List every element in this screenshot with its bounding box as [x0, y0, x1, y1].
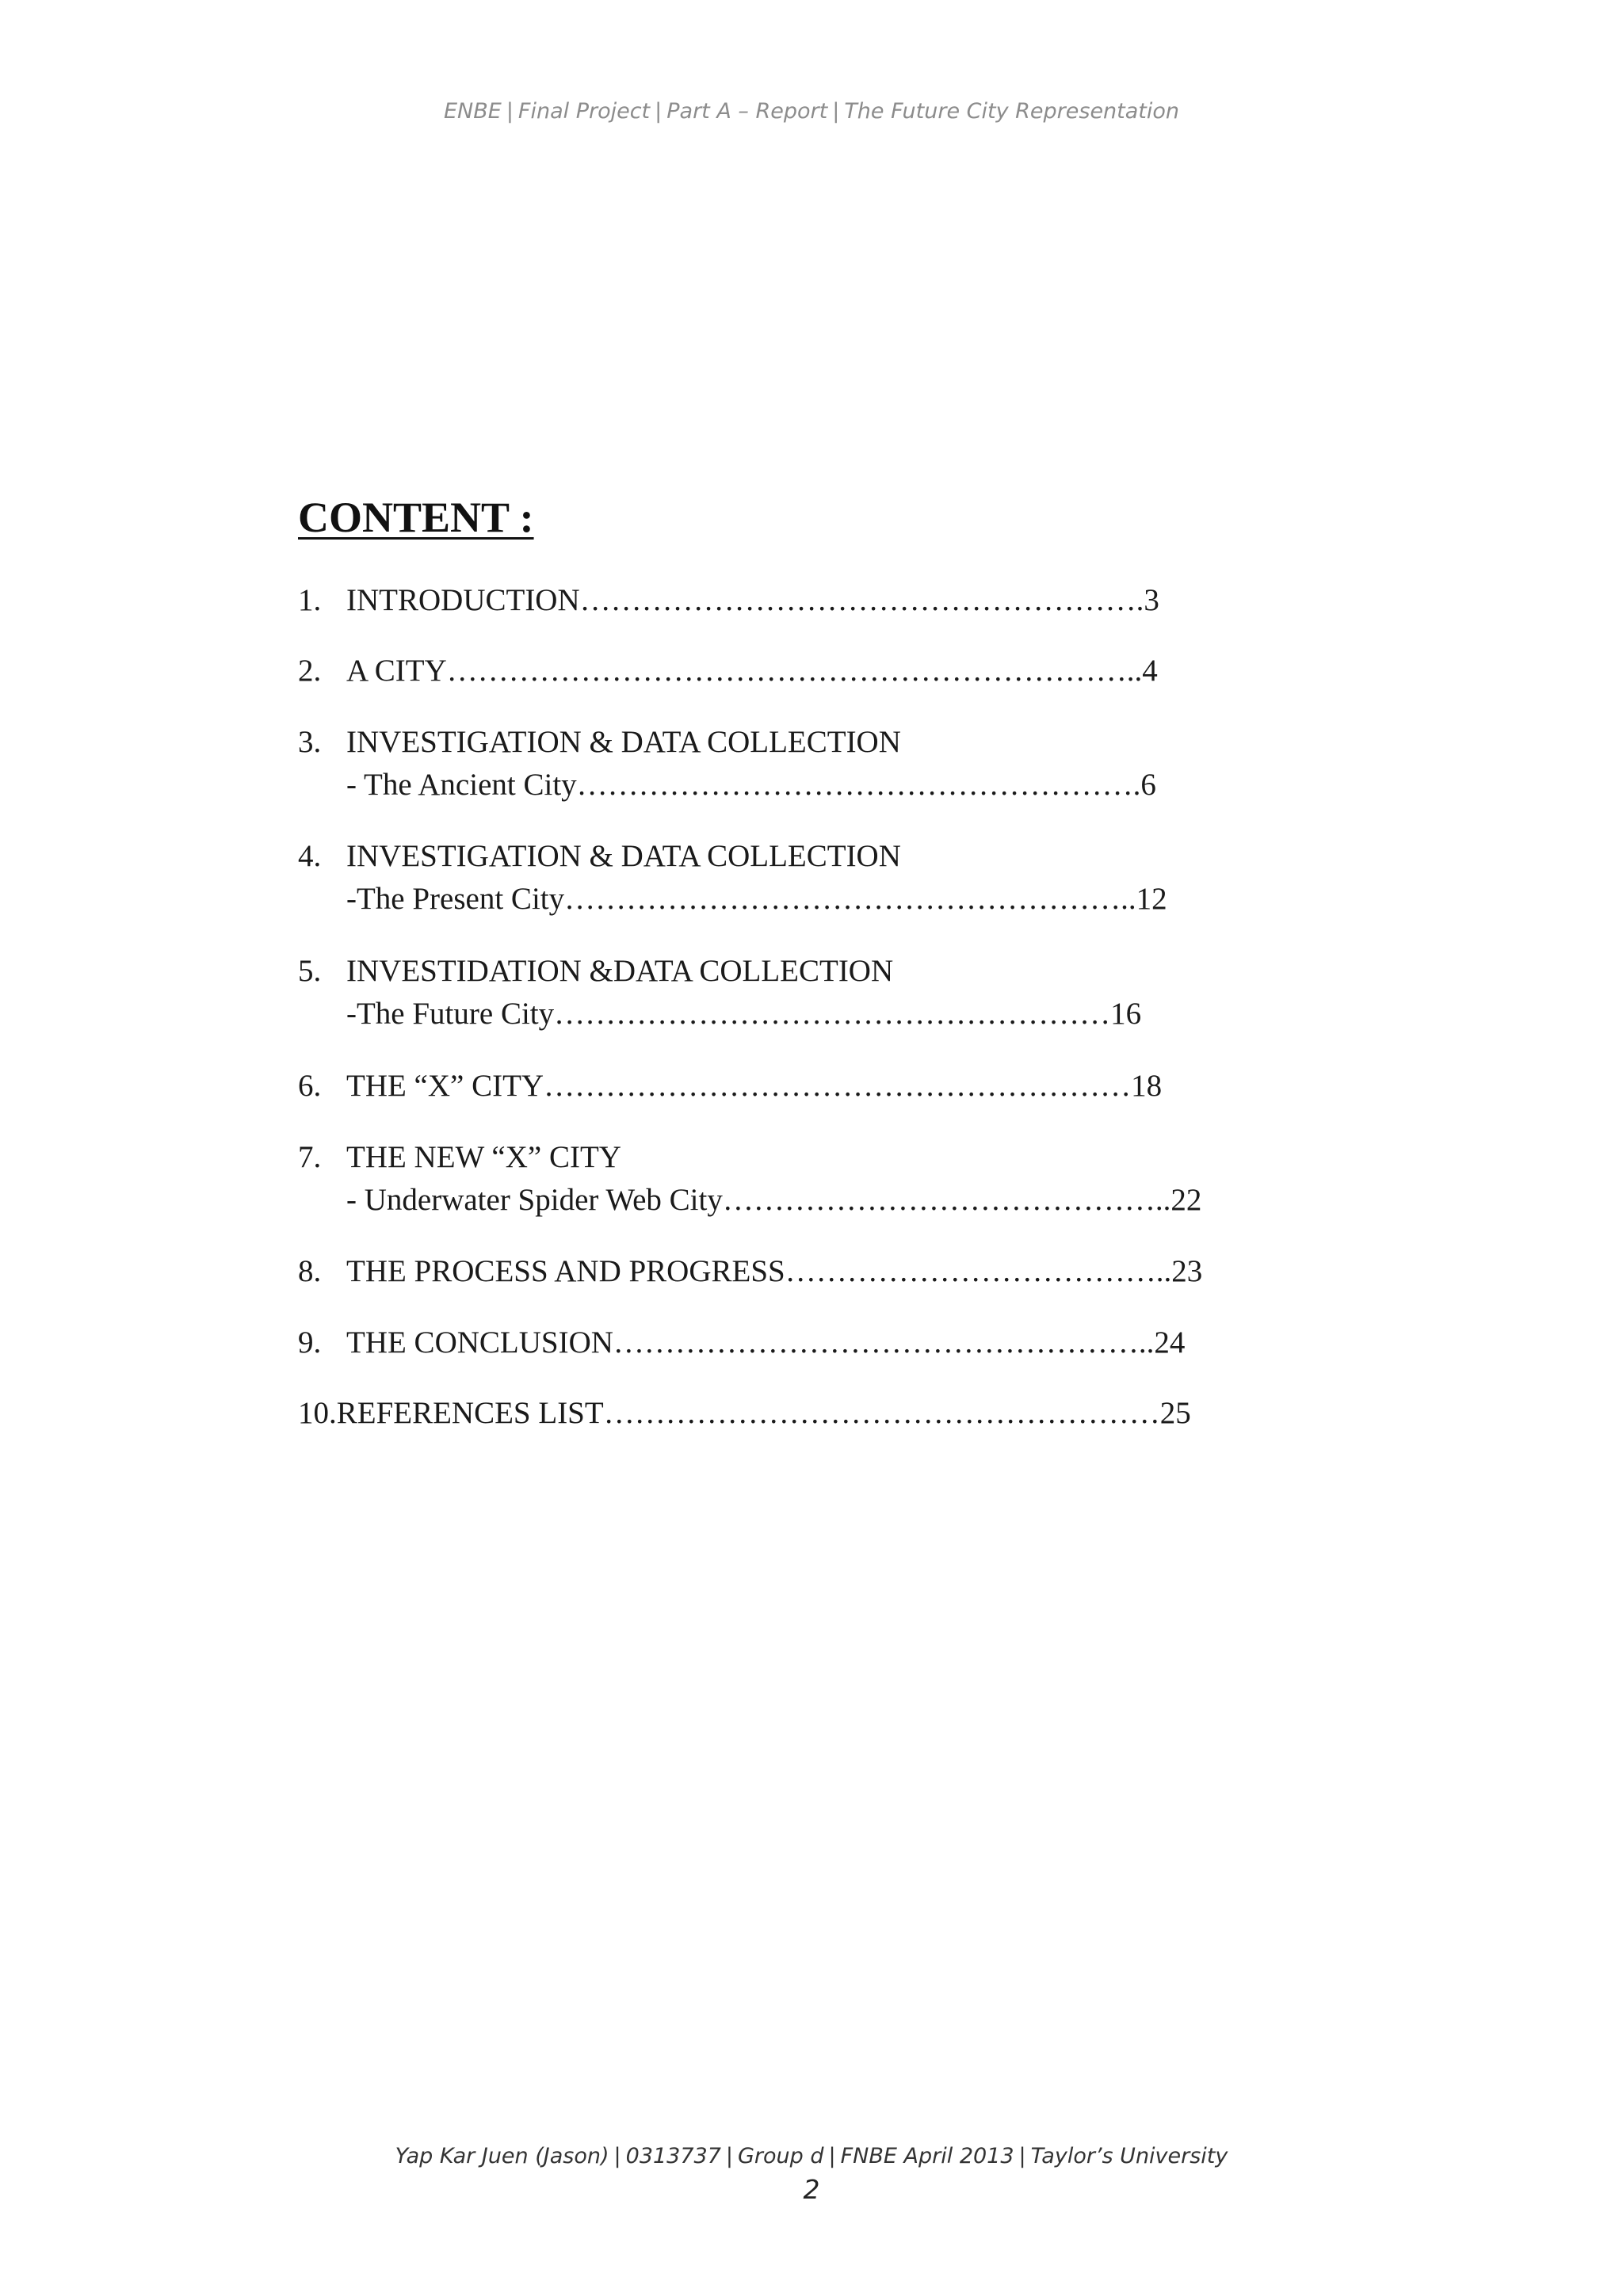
toc-entry-title: THE NEW “X” CITY [346, 1140, 621, 1174]
toc-entry-line [298, 721, 1156, 764]
page-number: 2 [803, 2174, 820, 2205]
toc-entry-title: INVESTIDATION &DATA COLLECTION [346, 954, 894, 988]
header-topic: The Future City Representation [844, 99, 1180, 124]
toc-entry-future-city [298, 950, 1141, 1035]
toc-entry-subtitle: - Underwater Spider Web City……………………………………..22 [346, 1183, 1202, 1217]
toc-entry-line [298, 579, 1159, 622]
toc-entry-number: 8. [298, 1254, 322, 1288]
running-footer [0, 2144, 1623, 2168]
footer-separator: | [613, 2144, 621, 2168]
toc-entry-process-progress [298, 1250, 1202, 1293]
toc-entry-conclusion [298, 1322, 1185, 1364]
toc-entry-number: 4. [298, 839, 322, 873]
toc-entry-title: THE CONCLUSION……………………………………………..24 [346, 1325, 1186, 1360]
header-separator: | [506, 99, 514, 124]
toc-heading: CONTENT : [298, 494, 534, 541]
toc-entry-number: 7. [298, 1140, 322, 1174]
toc-entry-number: 1. [298, 583, 322, 617]
footer-group: Group d [738, 2144, 824, 2168]
header-course: ENBE [443, 99, 502, 124]
header-project: Final Project [517, 99, 651, 124]
toc-entry-title: REFERENCES LIST………………………………………………25 [336, 1396, 1191, 1430]
toc-entry-line [298, 1392, 1191, 1435]
footer-author: Yap Kar Juen (Jason) [395, 2144, 609, 2168]
toc-entry-title: INVESTIGATION & DATA COLLECTION [346, 725, 901, 759]
header-separator: | [655, 99, 663, 124]
toc-entry-title: THE “X” CITY…………………………………………………18 [346, 1069, 1163, 1103]
toc-entry-line [298, 950, 1141, 993]
toc-entry-a-city [298, 650, 1158, 692]
toc-entry-ancient-city [298, 721, 1156, 807]
toc-entry-number: 10. [298, 1396, 337, 1430]
toc-entry-line [298, 650, 1158, 692]
header-separator: | [832, 99, 840, 124]
footer-separator: | [1018, 2144, 1026, 2168]
toc-entry-introduction [298, 579, 1159, 622]
toc-entry-subtitle: -The Present City………………………………………………..12 [346, 882, 1167, 916]
toc-entry-number: 9. [298, 1325, 322, 1360]
footer-separator: | [828, 2144, 836, 2168]
toc-entry-line [298, 1136, 1201, 1179]
header-part: Part A – Report [666, 99, 828, 124]
toc-entry-x-city [298, 1065, 1162, 1108]
toc-entry-title: INVESTIGATION & DATA COLLECTION [346, 839, 901, 873]
footer-university: Taylor’s University [1030, 2144, 1228, 2168]
toc-entry-references [298, 1392, 1191, 1435]
toc-entry-title: THE PROCESS AND PROGRESS………………………………..23 [346, 1254, 1203, 1288]
footer-student-id: 0313737 [625, 2144, 721, 2168]
toc-entry-number: 6. [298, 1069, 322, 1103]
toc-entry-title: A CITY…………………………………………………………..4 [346, 654, 1158, 688]
toc-entry-new-x-city [298, 1136, 1201, 1222]
toc-entry-line [298, 1250, 1202, 1293]
toc-entry-number: 5. [298, 954, 322, 988]
footer-separator: | [725, 2144, 733, 2168]
toc-entry-number: 3. [298, 725, 322, 759]
toc-entry-line [298, 835, 1167, 878]
toc-entry-title: INTRODUCTION……………………………………………….3 [346, 583, 1159, 617]
footer-intake: FNBE April 2013 [840, 2144, 1014, 2168]
toc-entry-line [298, 1322, 1185, 1364]
toc-entry-line [298, 1065, 1162, 1108]
toc-entry-number: 2. [298, 654, 322, 688]
running-header [0, 99, 1623, 124]
toc-entry-subtitle: -The Future City………………………………………………16 [346, 997, 1142, 1031]
toc-entry-subtitle: - The Ancient City……………………………………………….6 [346, 768, 1156, 802]
toc-entry-present-city [298, 835, 1167, 921]
